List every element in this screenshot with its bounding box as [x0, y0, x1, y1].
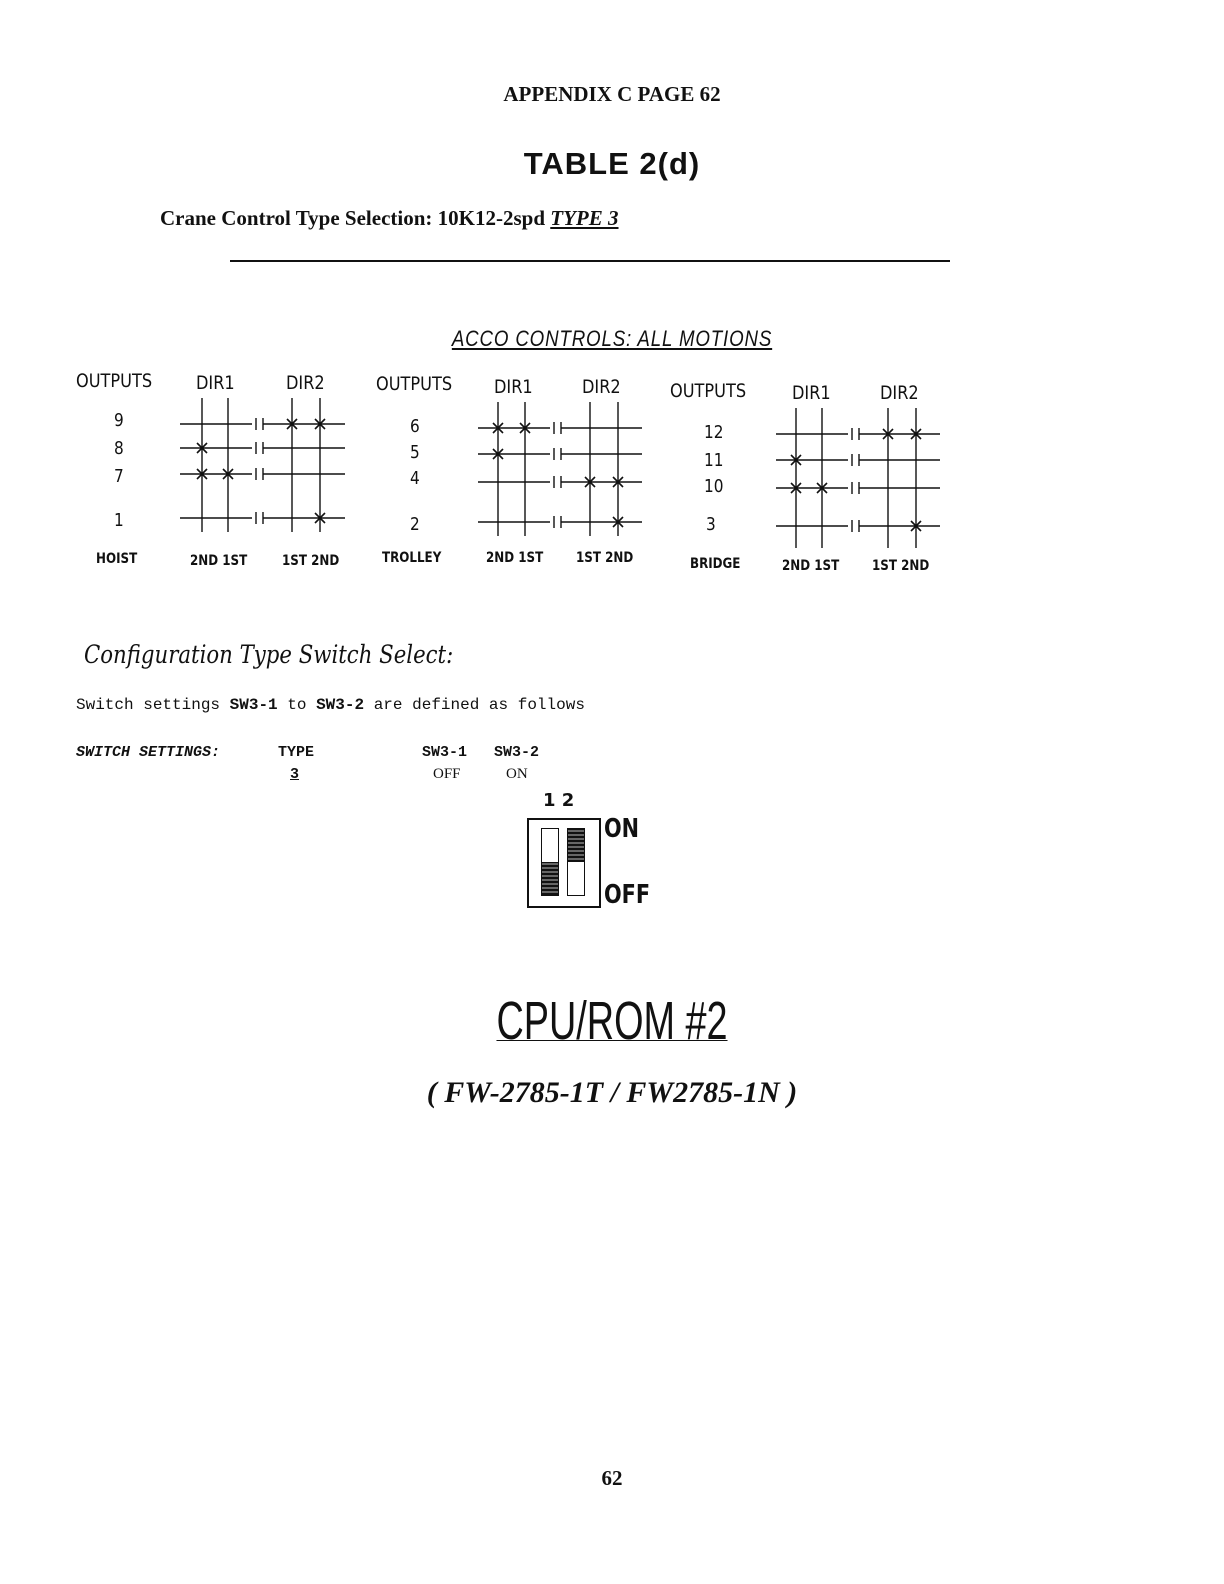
trolley-dir2-header: DIR2 — [582, 376, 621, 398]
trolley-dir1-header: DIR1 — [494, 376, 533, 398]
hoist-dir1-header: DIR1 — [196, 372, 235, 394]
hoist-dir2-steps: 1ST 2ND — [282, 553, 340, 569]
table-title: TABLE 2(d) — [523, 146, 701, 181]
hoist-motion-label: HOIST — [96, 551, 138, 567]
type-value: 3 — [290, 766, 300, 783]
firmware-ids: ( FW-2785-1T / FW2785-1N ) — [426, 1076, 798, 1109]
bridge-motion-label: BRIDGE — [690, 556, 741, 572]
crane-control-label: Crane Control Type Selection: 10K12-2spd — [160, 206, 546, 230]
hoist-outputs-header: OUTPUTS — [76, 370, 153, 392]
bridge-outputs-header: OUTPUTS — [670, 380, 747, 402]
dip-on-label: ON — [604, 814, 640, 844]
trolley-dir1-steps: 2ND 1ST — [486, 550, 544, 566]
page-number: 62 — [601, 1466, 623, 1490]
dip-switch-2 — [567, 828, 585, 896]
hoist-output-row4: 1 — [114, 510, 124, 531]
bridge-output-row4: 3 — [706, 514, 716, 535]
bridge-output-row2: 11 — [704, 450, 724, 471]
trolley-dir2-steps: 1ST 2ND — [576, 550, 634, 566]
bridge-dir2-steps: 1ST 2ND — [872, 558, 930, 574]
dip-switch-2-knob — [568, 829, 584, 862]
bridge-dir1-steps: 2ND 1ST — [782, 558, 840, 574]
switch-description: Switch settings SW3-1 to SW3-2 are defined as follows — [76, 696, 585, 714]
sw2-header: SW3-2 — [494, 744, 540, 761]
page-header: APPENDIX C PAGE 62 — [503, 82, 721, 106]
bridge-dir1-header: DIR1 — [792, 382, 831, 404]
sw1-value: OFF — [433, 766, 461, 782]
acco-title: ACCO CONTROLS: ALL MOTIONS — [451, 326, 773, 351]
trolley-contact-grid — [478, 402, 642, 536]
trolley-output-row3: 4 — [410, 468, 420, 489]
hoist-output-row3: 7 — [114, 466, 124, 487]
trolley-output-row2: 5 — [410, 442, 420, 463]
dip-switch-1 — [541, 828, 559, 896]
dip-switch-1-knob — [542, 862, 558, 895]
hoist-output-row1: 9 — [114, 410, 124, 431]
dip-switch-block — [527, 818, 601, 908]
trolley-output-row4: 2 — [410, 514, 420, 535]
crane-type: TYPE 3 — [550, 206, 619, 230]
dip-switch-numbers: 1 2 — [543, 790, 575, 811]
trolley-motion-label: TROLLEY — [382, 550, 442, 566]
sw1-header: SW3-1 — [422, 744, 468, 761]
contact-diagrams — [0, 0, 1224, 700]
dip-off-label: OFF — [604, 880, 651, 910]
trolley-output-row1: 6 — [410, 416, 420, 437]
cpu-rom-title: CPU/ROM #2 — [496, 991, 728, 1051]
hoist-contact-grid — [180, 398, 345, 532]
type-header: TYPE — [278, 744, 315, 761]
hoist-dir1-steps: 2ND 1ST — [190, 553, 248, 569]
switch-settings-label: SWITCH SETTINGS: — [76, 744, 221, 761]
bridge-output-row1: 12 — [704, 422, 724, 443]
bridge-dir2-header: DIR2 — [880, 382, 919, 404]
sw2-value: ON — [506, 766, 528, 782]
bridge-contact-grid — [776, 408, 940, 548]
config-title: Configuration Type Switch Select: — [84, 640, 454, 669]
bridge-output-row3: 10 — [704, 476, 724, 497]
trolley-outputs-header: OUTPUTS — [376, 373, 453, 395]
hoist-dir2-header: DIR2 — [286, 372, 325, 394]
hoist-output-row2: 8 — [114, 438, 124, 459]
